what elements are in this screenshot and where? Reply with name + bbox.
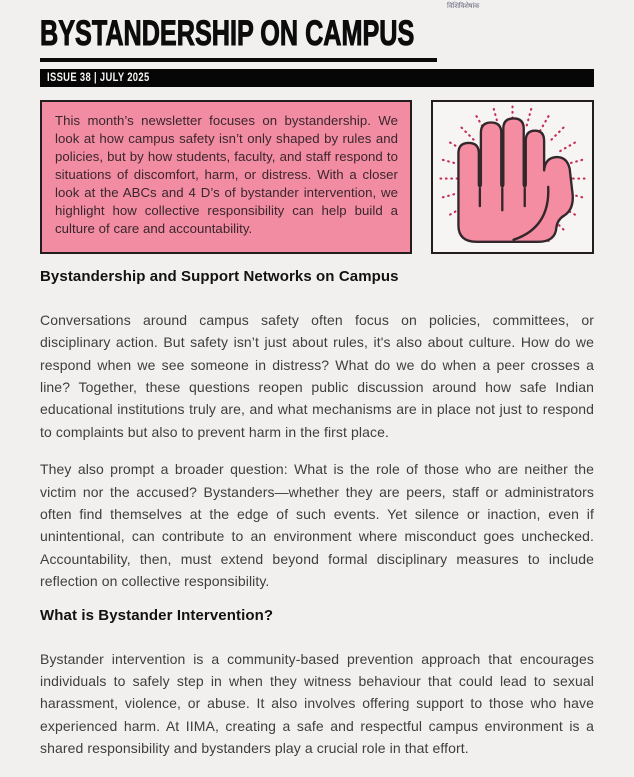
masthead bbox=[40, 0, 594, 87]
body-paragraph: Conversations around campus safety often focus on policies, committees, or disciplinary action. But safety isn’t just about rules, it's also about culture. How do we respond when we see someone in distress? What do we do when a peer crosses a line? Together, these questions reopen public discussion around how safe Indian educational institutions truly are, and what mechanisms are in place not just to respond to complaints but also to prevent harm in the first place. bbox=[40, 311, 594, 440]
section-heading-intervention: What is Bystander Intervention? bbox=[40, 606, 274, 624]
body-paragraph: Bystander intervention is a community-based prevention approach that encourages individuals to safely step in when they witness behaviour that could lead to sexual harassment, violence, or abuse. It also involves offering support to those who have experienced harm. At IIMA, creating a safe and respectful campus environment is a shared responsibility and bystanders play a crucial role in that effort. bbox=[40, 650, 594, 757]
body-paragraph: They also prompt a broader question: What is the role of those who are neither the victim nor the accused? Bystanders—whether they are peers, staff or administrators often find themselves at the edge of such events. Yet silence or inaction, even if unintentional, can contribute to an environment where misconduct goes unchecked. Accountability, then, must extend beyond formal disciplinary measures to include reflection on collective responsibility. bbox=[40, 461, 594, 590]
raised-hand-icon bbox=[436, 101, 589, 252]
intro-highlight-box bbox=[40, 100, 412, 254]
title-underline bbox=[40, 58, 437, 62]
intro-row bbox=[40, 100, 594, 254]
intro-text: This month’s newsletter focuses on bystandership. We look at how campus safety isn’t only shaped by rules and policies, but by how students, faculty, and staff respond to situations of discomfort, harm, or distress. With a closer look at the ABCs and 4 D’s of bystander intervention, we highlight how collective responsibility can help build a culture of care and accountability. bbox=[55, 112, 398, 237]
section-heading-bystandership: Bystandership and Support Networks on Campus bbox=[40, 267, 399, 285]
page-title: BYSTANDERSHIP ON CAMPUS bbox=[40, 14, 415, 53]
issue-bar bbox=[40, 69, 594, 87]
watermark-text: विशिविशेषांक bbox=[447, 3, 480, 10]
illustration-frame bbox=[431, 100, 594, 254]
issue-date-label: ISSUE 38 | JULY 2025 bbox=[47, 71, 150, 84]
